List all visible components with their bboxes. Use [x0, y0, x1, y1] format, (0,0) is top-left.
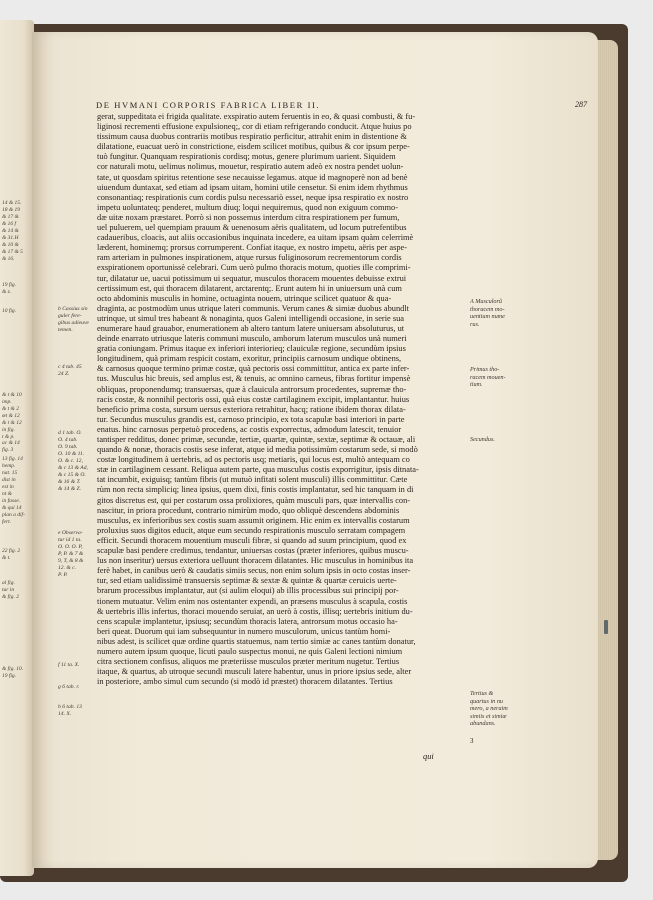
inner-margin-note: c 4 tab. 45 24 Z. — [58, 364, 82, 377]
text-line: & carnosus quoque termino primæ costæ, quà pectoris ossi committitur, antica ex parte infer- — [97, 364, 410, 374]
text-line: deinde enarrato utriusque lateris communi musculo, amborum laterum musculos unà numeri — [97, 334, 407, 344]
text-line: consonantiaq; respirationis cum cordis pulsu necessariò esset, neque ipsa respiratio ex nostro — [97, 192, 409, 202]
text-line: exspirationem oportunissè celebrari. Cum uerò pulmo thoracis motum, quoties ille comprimi- — [97, 263, 411, 273]
catchword: qui — [423, 752, 434, 761]
text-line: tantisper redditus, donec primæ, secundæ, tertiæ, quartæ, quintæ, sextæ, septimæ & octauæ, ali — [97, 435, 416, 444]
text-line: octo abdominis musculis in homine, octuaginta nouem, utrinque scilicet quatuor & qua- — [97, 293, 392, 303]
text-line: tur. Secundus musculus grandis est, carnoso principio, ex tota scapulæ basi interiori in parte — [97, 414, 405, 424]
outer-margin-note: Secundus. — [470, 436, 495, 443]
text-line: nibus adest, is scilicet quæ ordine quartis statuemus, nam tertio simiæ ac canes tantùm donatur, — [97, 636, 416, 646]
text-line: tur, sed etiam ualidissimè transuersis septimæ & sextæ & quintæ & quartæ ceruicis uerte- — [97, 576, 397, 586]
text-line: dilatatione, euacuat uerò in constrictione, eisdem scilicet motibus, quibus & cor ipsum perpe- — [97, 142, 410, 152]
inner-margin-note: g 6 tab. r. — [58, 684, 80, 690]
page-number: 287 — [575, 100, 587, 109]
text-line: utrinque, ut simul tres habeant & nonaginta, quos Galeni intelligendi occasione, in serie sua — [97, 313, 405, 323]
text-line: nascitur, in priora procedunt, contrario nimirùm modo, quo obliquè descendens abdominis — [97, 505, 400, 515]
inner-margin-note: d 1 tab. O. O. 4 tab. O. 9 tab. O. 10 & 11. O. & c. 12, & c 13 & Ad, & c 15 & O. & 16 & T. & 14 & Z. — [58, 430, 88, 492]
inner-margin-note: f 11 ta. X. — [58, 662, 80, 668]
text-line: rùm non recta simpliciq; linea ipsius, quem dixi, finis costis implantatur, sed hic tanquam in di — [97, 485, 414, 495]
text-line: enatus. hinc carnosus perpetuò procedens, ac costis exporrectus, admodum latescit, tenuior — [97, 424, 402, 434]
text-line: tur, dilatatur ue, uacui potissimum ui sequatur, musculos thoracem mouentes debuisse extrui — [97, 273, 407, 283]
text-line: proluxius suos digitos educit, atque eum secundo respirationis musculo serratam compagem — [97, 525, 406, 535]
text-line: costæ longitudinem à uertebris, ad os pectoris usq; metiaris, qui locus est, multò antequam co — [97, 455, 410, 465]
text-line: brarum processibus implantatur, aut (si aulim eloqui) ab illis processibus sui principij por- — [97, 586, 399, 596]
left-page-note: 22 fig. 2 & t. — [2, 548, 21, 561]
text-line: quando & nonæ, thoracis costis sese inferat, atque id media potissimùm costarum sede, si modò — [97, 445, 418, 455]
left-page-note: 14 & 15. 18 & 19 & 17 & & 16 f & 14 & & 31.H & 10 & & 17 & 5 & 16. — [2, 200, 23, 262]
left-facing-page — [0, 20, 34, 876]
text-line: enumerare haud grauabor, enumerationem ab altero tantum latere uniuersam absoluturus, ut — [97, 323, 405, 333]
text-line: numero autem ipsum quoque, licuti paulo suspectus monui, ne quis Galeni lectioni nimium — [97, 646, 403, 656]
left-page-note: 13 fig. 14 hemp. nat. 15 dist in est in nt & in fasse. & qui 14 plan a dif- fert. — [2, 456, 25, 525]
body-text — [97, 112, 455, 687]
text-line: longitudinem, quà primam respicit costam, exoritur, principiis carnosum undique obtinens, — [97, 354, 402, 364]
text-line: impetu uoluntateq; penderet, multum diuq; loqui nequiremus, quod non exiguum commo- — [97, 202, 398, 212]
text-line: gratia coniungam. Primus itaque ex inferiori interiorieq; clauiculæ regione, secundùm ipsius — [97, 344, 406, 354]
text-line: tuò fungitur. Quanquam respirationis cordisq; motus, genere plurimum uarient. Siquidem — [97, 152, 396, 162]
text-line: uel puluerem, uel quempiam prauum & uenenosum aëris qualitatem, ud locum putrefentibus — [97, 223, 407, 233]
text-line: tissimum causa duobus contrariis motibus respiratio perficitur, attrahit enim in distentione & — [97, 132, 407, 142]
text-line: ferè habet, in canibus uerò & caudatis simiis secus, non enim solum ipsis in octo costas inser- — [97, 566, 411, 576]
text-line: ram arteriam in pulmones inspirationem, atque rursus fuliginosorum recrementorum cordis — [97, 253, 402, 263]
text-line: obliquas, proponendumq; transuersas, quæ à clauicula antrorsum procedentes, supremæ tho- — [97, 384, 407, 394]
text-line: draginta, ac postmodùm unus utrique lateri communis. Verum canes & simiæ duobus abundlt — [97, 303, 409, 313]
text-line: gitos discretus est, qui per costarum ossa prolixiores, quàm musculi pars, quæ intervallis con- — [97, 495, 411, 505]
inner-margin-note: e Observa- tur id 1 ta. O. O. O. P, P, P. & 7 & 9, T, & 8 & 12. & c. P. P. — [58, 530, 84, 578]
signature-mark: 3 — [470, 737, 474, 745]
text-line: beri queat. Duorum qui iam subsequuntur in numero musculorum, unicus tantùm homi- — [97, 626, 391, 636]
text-line: liginosi recrementi effusione expulsioneq;, cor di etiam refrigerando conducit. Atque huius po — [97, 122, 412, 132]
text-line: læderent, hominemq; prorsus corrumperent. Confiat itaque, ex nostro impetu, aëris per aspe- — [97, 243, 408, 253]
text-line: cor naturali motu, uelimus nolimus, mouetur, respiratio autem adeò ex nostra pendet uolun- — [97, 162, 404, 172]
text-line: dæ uitæ noxam præstaret. Porrò si non possemus interdum citra respirationem per fumum, — [97, 212, 400, 222]
outer-margin-note: Tertius & quartus in nu mero, a neraim simiis et simiæ abundans. — [470, 690, 508, 728]
text-line: in posteriore, ambo simul cum secundo (si modò id præstet) thoracem dilatantes. Tertius — [97, 677, 393, 687]
text-line: uiuendum duntaxat, sed etiam ad ipsam uitam, homini utile censetur. Si enim idem rhythmus — [97, 182, 408, 192]
bookmark-ribbon — [604, 620, 608, 634]
running-head: DE HVMANI CORPORIS FABRICA LIBER II. — [96, 100, 321, 110]
left-page-note: 10 fig. — [2, 308, 17, 314]
text-line: certissimum est, qui thoracem dilatarent, arctarentq;. Erunt autem hi in uniuersum unà cum — [97, 283, 402, 293]
text-line: beneficio prima costa, sursum uersus exteriora retrahitur, hacq; ratione ibidem thorax dilata- — [97, 404, 406, 414]
text-line: tat incumbit, exiguisq; tantùm fibris (ut mutuò infitati solent musculi) illis committitur. Cæte — [97, 475, 408, 485]
text-line: tus. Musculus hic breuis, sed amplus est, & tenuis, ac omnino carneus, fibras fortitur impensè — [97, 374, 411, 384]
outer-margin-note: A Musculorŭ thoracem mo- uentium nume rus. — [470, 298, 505, 328]
text-line: & uertebris illis infertus, thoraci mouendo seruiat, an uerò à costis, illisq; uertebris initium du- — [97, 606, 413, 616]
left-page-note: 19 fig. & z. — [2, 282, 17, 295]
text-line: itaque, & quartus, ab utroque secundi musculi latere habentur, unus in priore ipsius sede, alter — [97, 667, 412, 677]
text-line: tionem mutuatur. Velim enim nos ostentanter expendi, an præsens musculus à scapula, costis — [97, 596, 408, 606]
text-line: stæ in cartilaginem cessant. Reliqua autem parte, qua musculus costis exporrigitur, ipsis ditnata- — [97, 465, 419, 475]
left-page-note: & t & 10 imp. & t & 2 œt & 12 & t & 12 in fig. t & p. — [2, 392, 22, 440]
text-line: racis costæ, & nonnihil pectoris ossi, quà eius costæ cartilaginem excipit, implantantur. huius — [97, 394, 410, 404]
text-line: tate, ut quosdam spiritus retentione sese necauisse legamus. atque id magnoperè non ad benè — [97, 172, 408, 182]
inner-margin-note: b Cassius sin guler fere- gibus adieuve temen. — [58, 306, 89, 333]
text-line: citra sectionem confisus, aliquos me præteriisse musculos præter meritum nugetur. Tertius — [97, 657, 400, 667]
inner-margin-note: h 6 tab. 13 14. X. — [58, 704, 82, 717]
text-line: cens scapulæ implantetur, ipsiusq; secundùm thoracis latera, antrorsum motus occasio ha- — [97, 616, 398, 626]
outer-margin-note: Primus tho- racem mouen- tium. — [470, 366, 506, 389]
left-page-note: al fig. tur in & fig. 2 — [2, 580, 19, 600]
text-line: lus non inseritur) uersus exteriora uelluunt thoracem dilatantes. Hic musculus in hominibus ita — [97, 556, 414, 566]
text-line: musculus, ex inferioribus sex costis suam assumit originem. Hic enim ex intervallis costarum — [97, 515, 410, 525]
text-line: efficit. Secundi thoracem mouentium musculi fibræ, si quando ad suum principium, quod ex — [97, 535, 407, 545]
left-page-note: & fig. 10. 19 fig. — [2, 666, 24, 679]
left-page-note: ac & 14 fig. 3 — [2, 440, 20, 453]
text-line: scapulæ basi pendere credimus, tendantur, uniuersas costas (præter inferiores, quibus muscu- — [97, 546, 409, 556]
text-line: gerat, suppeditata ei frigida qualitate. exspiratio autem feruentis in eo, & quasi combusti, & fu- — [97, 112, 416, 121]
text-line: cadaueribus, cloacis, aut aliis occasionibus inquinata incedere, ea uitam ipsam quàm celerrimè — [97, 233, 414, 243]
